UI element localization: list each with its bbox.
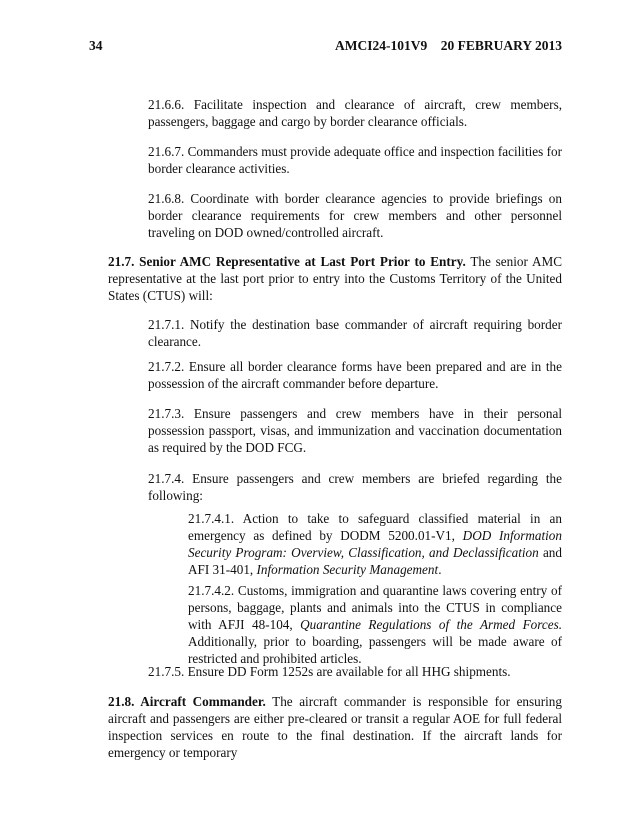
paragraph-21-7-2: 21.7.2. Ensure all border clearance forms have been prepared and are in the possession of the aircraft commander before departure.	[148, 359, 562, 391]
paragraph-21-7-4: 21.7.4. Ensure passengers and crew members are briefed regarding the following:	[148, 471, 562, 503]
paragraph-21-7-4-1	[188, 510, 562, 578]
text-segment: Additionally, prior to boarding, passengers will be made aware of restricted and prohibited articles.	[188, 634, 562, 666]
document-header: AMCI24-101V9 20 FEBRUARY 2013	[334, 38, 562, 53]
section-body-21-8: The aircraft commander is responsible for ensuring aircraft and passengers are either pre-cleared or transit a regular AOE for full federal inspection services en route to the final destination. If the aircraft lands for emergency or temporary	[108, 694, 562, 760]
section-heading-21-8: 21.8. Aircraft Commander.	[108, 694, 266, 709]
section-body-21-7: The senior AMC representative at the last port prior to entry into the Customs Territory of the United States (CTUS) will:	[108, 254, 562, 303]
text-segment: 21.7.4.2. Customs, immigration and quarantine laws covering entry of persons, baggage, plants and animals into the CTUS in compliance with AFJI 48-104,	[188, 583, 562, 632]
paragraph-21-6-8: 21.6.8. Coordinate with border clearance agencies to provide briefings on border clearance requirements for crew members and other personnel traveling on DOD owned/controlled aircraft.	[148, 191, 562, 240]
text-segment: .	[438, 562, 442, 577]
text-segment: and AFI 31-401,	[188, 545, 562, 577]
paragraph-21-7-5: 21.7.5. Ensure DD Form 1252s are available for all HHG shipments.	[148, 664, 511, 679]
page-number: 34	[89, 38, 103, 53]
publication-title: Quarantine Regulations of the Armed Forces.	[300, 617, 562, 632]
paragraph-21-7	[108, 253, 562, 304]
paragraph-21-7-4-2	[188, 582, 562, 667]
section-heading-21-7: 21.7. Senior AMC Representative at Last Port Prior to Entry.	[108, 254, 466, 269]
publication-title: DOD Information Security Program: Overview, Classification, and Declassification	[188, 528, 562, 560]
paragraph-21-6-7: 21.6.7. Commanders must provide adequate office and inspection facilities for border clearance activities.	[148, 144, 562, 176]
text-segment: 21.7.4.1. Action to take to safeguard classified material in an emergency as defined by DODM 5200.01-V1,	[188, 511, 562, 543]
paragraph-21-6-6: 21.6.6. Facilitate inspection and clearance of aircraft, crew members, passengers, baggage and cargo by border clearance officials.	[148, 97, 562, 129]
publication-title: Information Security Management	[256, 562, 439, 577]
paragraph-21-8	[108, 693, 562, 761]
paragraph-21-7-1: 21.7.1. Notify the destination base commander of aircraft requiring border clearance.	[148, 317, 562, 349]
paragraph-21-7-3: 21.7.3. Ensure passengers and crew members have in their personal possession passport, visas, and immunization and vaccination documentation as required by the DOD FCG.	[148, 406, 562, 455]
